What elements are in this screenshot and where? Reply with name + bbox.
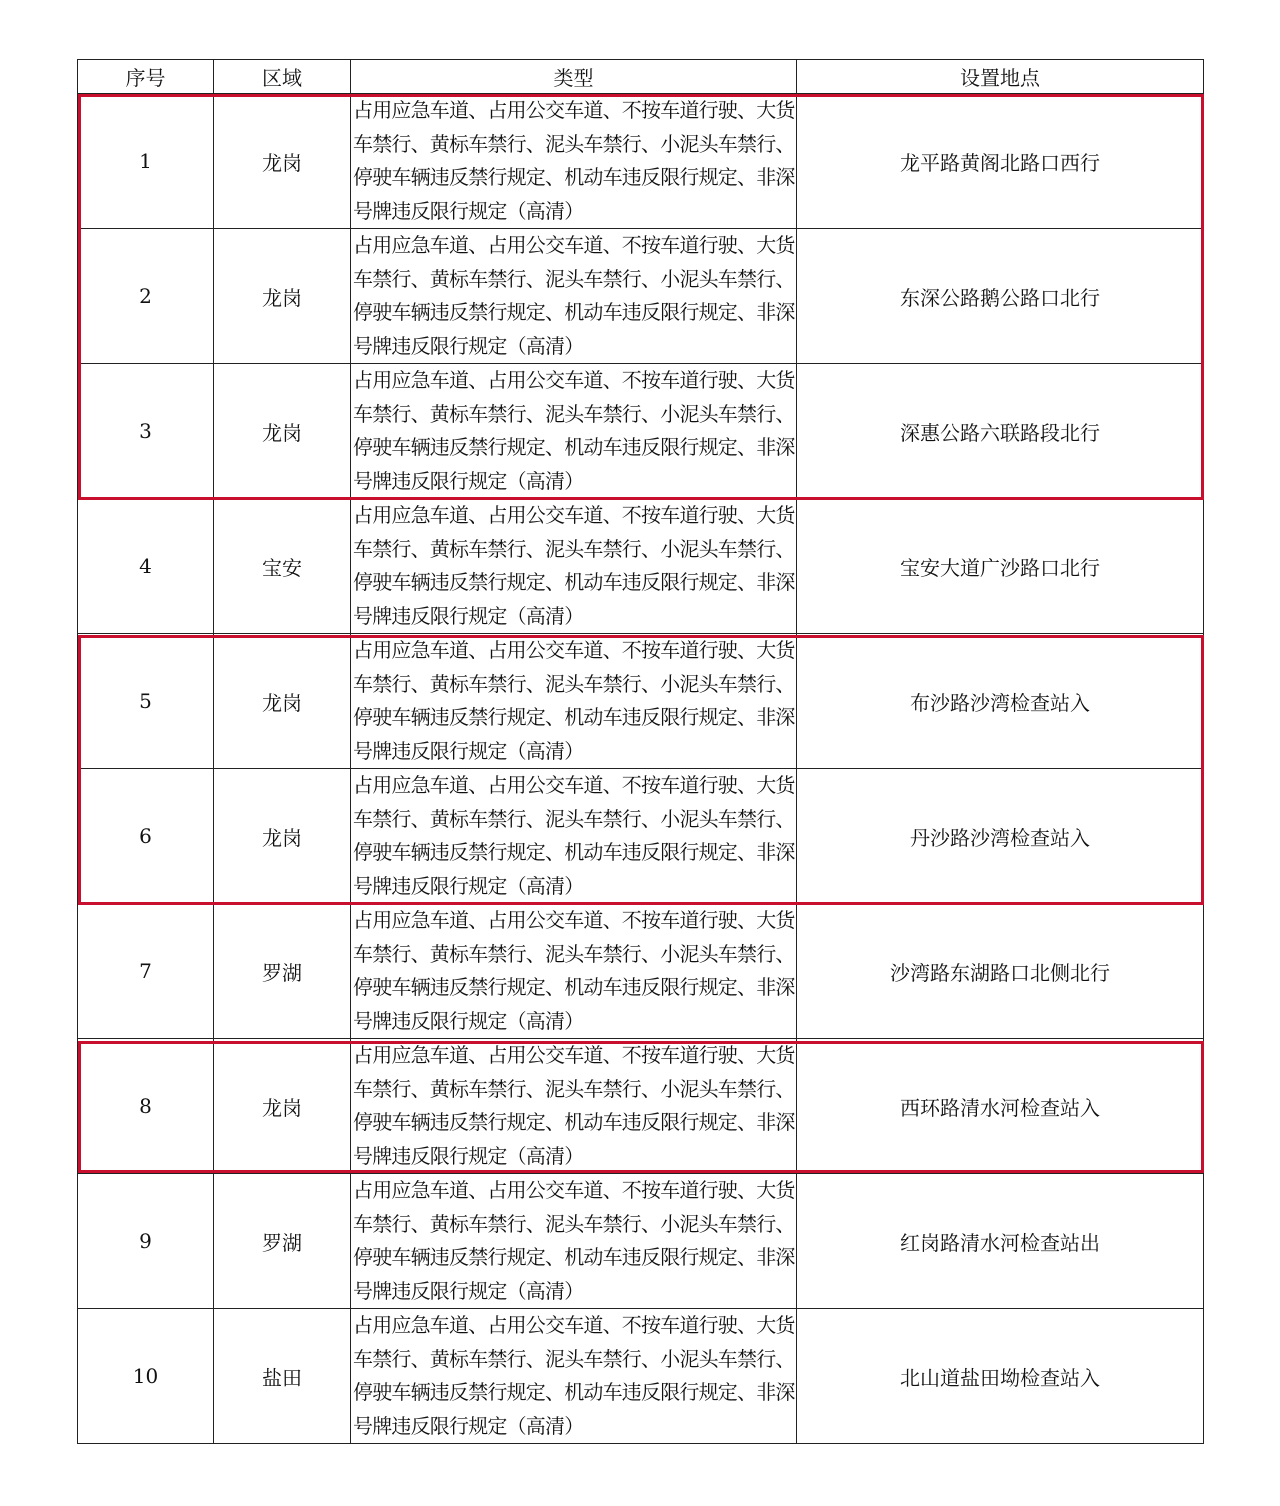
- row-violation-types: 占用应急车道、占用公交车道、不按车道行驶、大货车禁行、黄标车禁行、泥头车禁行、小泥头车禁行、停驶车辆违反禁行规定、机动车违反限行规定、非深号牌违反限行规定（高清）: [351, 499, 797, 634]
- row-violation-types: 占用应急车道、占用公交车道、不按车道行驶、大货车禁行、黄标车禁行、泥头车禁行、小泥头车禁行、停驶车辆违反禁行规定、机动车违反限行规定、非深号牌违反限行规定（高清）: [351, 1174, 797, 1309]
- row-location: 北山道盐田坳检查站入: [797, 1309, 1204, 1444]
- row-area: 龙岗: [214, 229, 351, 364]
- table-header-row: [78, 60, 1204, 94]
- row-location: 龙平路黄阁北路口西行: [797, 94, 1204, 229]
- row-violation-types: 占用应急车道、占用公交车道、不按车道行驶、大货车禁行、黄标车禁行、泥头车禁行、小泥头车禁行、停驶车辆违反禁行规定、机动车违反限行规定、非深号牌违反限行规定（高清）: [351, 94, 797, 229]
- row-area: 盐田: [214, 1309, 351, 1444]
- row-location: 沙湾路东湖路口北侧北行: [797, 904, 1204, 1039]
- table-row: [78, 769, 1204, 904]
- header-number: 序号: [78, 60, 214, 94]
- header-location: 设置地点: [797, 60, 1204, 94]
- row-number: 5: [78, 634, 214, 769]
- table-row: [78, 499, 1204, 634]
- row-violation-types: 占用应急车道、占用公交车道、不按车道行驶、大货车禁行、黄标车禁行、泥头车禁行、小泥头车禁行、停驶车辆违反禁行规定、机动车违反限行规定、非深号牌违反限行规定（高清）: [351, 769, 797, 904]
- row-number: 3: [78, 364, 214, 499]
- row-area: 宝安: [214, 499, 351, 634]
- row-area: 龙岗: [214, 769, 351, 904]
- row-violation-types: 占用应急车道、占用公交车道、不按车道行驶、大货车禁行、黄标车禁行、泥头车禁行、小泥头车禁行、停驶车辆违反禁行规定、机动车违反限行规定、非深号牌违反限行规定（高清）: [351, 634, 797, 769]
- row-location: 布沙路沙湾检查站入: [797, 634, 1204, 769]
- row-area: 龙岗: [214, 634, 351, 769]
- header-area: 区域: [214, 60, 351, 94]
- row-location: 宝安大道广沙路口北行: [797, 499, 1204, 634]
- row-number: 2: [78, 229, 214, 364]
- row-number: 9: [78, 1174, 214, 1309]
- row-violation-types: 占用应急车道、占用公交车道、不按车道行驶、大货车禁行、黄标车禁行、泥头车禁行、小泥头车禁行、停驶车辆违反禁行规定、机动车违反限行规定、非深号牌违反限行规定（高清）: [351, 1039, 797, 1174]
- row-violation-types: 占用应急车道、占用公交车道、不按车道行驶、大货车禁行、黄标车禁行、泥头车禁行、小泥头车禁行、停驶车辆违反禁行规定、机动车违反限行规定、非深号牌违反限行规定（高清）: [351, 364, 797, 499]
- table-row: [78, 364, 1204, 499]
- row-location: 丹沙路沙湾检查站入: [797, 769, 1204, 904]
- row-number: 8: [78, 1039, 214, 1174]
- table-row: [78, 1174, 1204, 1309]
- row-violation-types: 占用应急车道、占用公交车道、不按车道行驶、大货车禁行、黄标车禁行、泥头车禁行、小泥头车禁行、停驶车辆违反禁行规定、机动车违反限行规定、非深号牌违反限行规定（高清）: [351, 229, 797, 364]
- row-area: 罗湖: [214, 1174, 351, 1309]
- row-violation-types: 占用应急车道、占用公交车道、不按车道行驶、大货车禁行、黄标车禁行、泥头车禁行、小泥头车禁行、停驶车辆违反禁行规定、机动车违反限行规定、非深号牌违反限行规定（高清）: [351, 1309, 797, 1444]
- table-row: [78, 94, 1204, 229]
- row-location: 西环路清水河检查站入: [797, 1039, 1204, 1174]
- row-number: 10: [78, 1309, 214, 1444]
- row-number: 7: [78, 904, 214, 1039]
- row-area: 龙岗: [214, 1039, 351, 1174]
- table-row: [78, 1039, 1204, 1174]
- row-location: 红岗路清水河检查站出: [797, 1174, 1204, 1309]
- row-area: 龙岗: [214, 364, 351, 499]
- camera-locations-table: [77, 59, 1204, 1444]
- row-area: 罗湖: [214, 904, 351, 1039]
- row-number: 6: [78, 769, 214, 904]
- row-area: 龙岗: [214, 94, 351, 229]
- table-row: [78, 1309, 1204, 1444]
- row-location: 东深公路鹅公路口北行: [797, 229, 1204, 364]
- row-number: 4: [78, 499, 214, 634]
- table-row: [78, 634, 1204, 769]
- row-violation-types: 占用应急车道、占用公交车道、不按车道行驶、大货车禁行、黄标车禁行、泥头车禁行、小泥头车禁行、停驶车辆违反禁行规定、机动车违反限行规定、非深号牌违反限行规定（高清）: [351, 904, 797, 1039]
- row-number: 1: [78, 94, 214, 229]
- header-type: 类型: [351, 60, 797, 94]
- table-row: [78, 229, 1204, 364]
- table-row: [78, 904, 1204, 1039]
- row-location: 深惠公路六联路段北行: [797, 364, 1204, 499]
